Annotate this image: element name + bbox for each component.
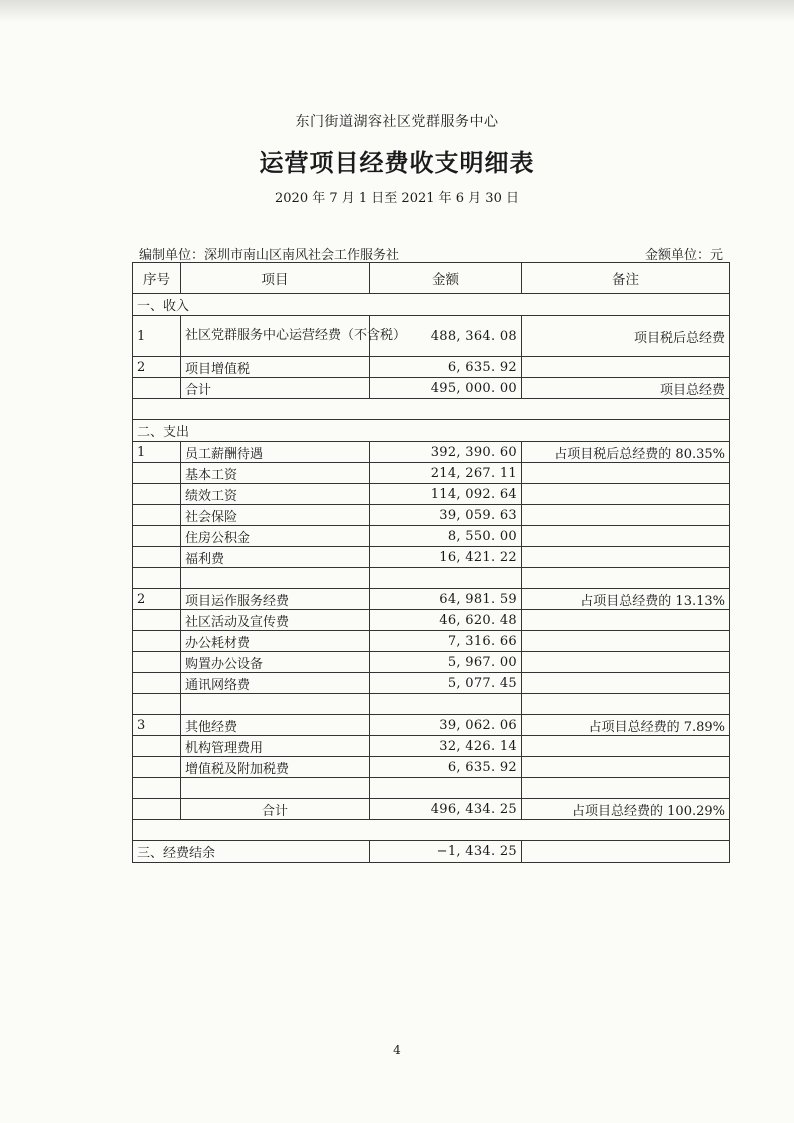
table-row xyxy=(133,652,730,673)
row-no xyxy=(133,484,181,505)
balance-row xyxy=(133,841,730,863)
row-remark xyxy=(522,357,730,378)
blank-row xyxy=(133,820,730,841)
row-remark xyxy=(522,526,730,547)
scan-edge-shadow xyxy=(0,0,794,22)
row-amount: 7, 316. 66 xyxy=(370,631,522,652)
row-item: 住房公积金 xyxy=(181,526,370,547)
table-row xyxy=(133,316,730,357)
row-item: 社会保险 xyxy=(181,505,370,526)
table-row xyxy=(133,589,730,610)
expense-table xyxy=(132,262,730,863)
row-item: 社区党群服务中心运营经费（不含税） xyxy=(181,316,370,357)
row-no: 2 xyxy=(133,589,181,610)
table-row xyxy=(133,736,730,757)
row-amount: 495, 000. 00 xyxy=(370,378,522,399)
blank-row xyxy=(133,568,730,589)
row-remark xyxy=(522,610,730,631)
row-amount: 6, 635. 92 xyxy=(370,757,522,778)
table-header-row xyxy=(133,263,730,294)
col-header-item: 项目 xyxy=(181,263,370,294)
row-item: 项目运作服务经费 xyxy=(181,589,370,610)
blank-cell xyxy=(370,568,522,589)
row-item: 福利费 xyxy=(181,547,370,568)
row-item: 合计 xyxy=(181,378,370,399)
table-row xyxy=(133,463,730,484)
page-number: 4 xyxy=(393,1043,401,1057)
section-row-expense xyxy=(133,420,730,442)
row-amount: 114, 092. 64 xyxy=(370,484,522,505)
row-amount: 64, 981. 59 xyxy=(370,589,522,610)
row-no xyxy=(133,736,181,757)
row-item: 基本工资 xyxy=(181,463,370,484)
blank-cell xyxy=(133,820,730,841)
blank-cell xyxy=(370,694,522,715)
unit-line xyxy=(139,244,723,262)
row-item: 通讯网络费 xyxy=(181,673,370,694)
row-remark: 占项目总经费的 13.13% xyxy=(522,589,730,610)
row-no xyxy=(133,631,181,652)
table-row xyxy=(133,715,730,736)
row-remark xyxy=(522,652,730,673)
row-item: 员工薪酬待遇 xyxy=(181,442,370,463)
table-row xyxy=(133,484,730,505)
blank-cell xyxy=(181,568,370,589)
row-no xyxy=(133,673,181,694)
row-item: 办公耗材费 xyxy=(181,631,370,652)
col-header-amount: 金额 xyxy=(370,263,522,294)
blank-cell xyxy=(522,568,730,589)
balance-amount: −1, 434. 25 xyxy=(370,841,522,863)
row-remark xyxy=(522,841,730,863)
blank-cell xyxy=(522,778,730,799)
row-no xyxy=(133,652,181,673)
section-row-income xyxy=(133,294,730,316)
row-no: 1 xyxy=(133,442,181,463)
row-remark xyxy=(522,547,730,568)
row-item: 合计 xyxy=(181,799,370,820)
blank-cell xyxy=(133,778,181,799)
row-no xyxy=(133,757,181,778)
row-no xyxy=(133,610,181,631)
table-row xyxy=(133,357,730,378)
row-remark: 项目总经费 xyxy=(522,378,730,399)
row-amount: 392, 390. 60 xyxy=(370,442,522,463)
row-no xyxy=(133,799,181,820)
table-row xyxy=(133,547,730,568)
row-remark xyxy=(522,631,730,652)
blank-cell xyxy=(133,568,181,589)
row-amount: 16, 421. 22 xyxy=(370,547,522,568)
compiling-unit: 编制单位：深圳市南山区南风社会工作服务社 xyxy=(139,248,400,263)
blank-cell xyxy=(370,778,522,799)
table-row xyxy=(133,631,730,652)
row-item: 项目增值税 xyxy=(181,357,370,378)
row-item: 购置办公设备 xyxy=(181,652,370,673)
row-remark xyxy=(522,484,730,505)
blank-row xyxy=(133,694,730,715)
row-remark: 占项目总经费的 100.29% xyxy=(522,799,730,820)
date-range: 2020 年 7 月 1 日至 2021 年 6 月 30 日 xyxy=(275,191,519,206)
row-amount: 214, 267. 11 xyxy=(370,463,522,484)
organization-name: 东门街道湖容社区党群服务中心 xyxy=(295,114,499,130)
row-amount: 39, 062. 06 xyxy=(370,715,522,736)
income-total-row xyxy=(133,378,730,399)
row-remark: 项目税后总经费 xyxy=(522,316,730,357)
expense-total-row xyxy=(133,799,730,820)
row-remark xyxy=(522,757,730,778)
row-amount: 46, 620. 48 xyxy=(370,610,522,631)
col-header-remark: 备注 xyxy=(522,263,730,294)
row-amount: 5, 077. 45 xyxy=(370,673,522,694)
blank-cell xyxy=(181,778,370,799)
table-row xyxy=(133,757,730,778)
table-row xyxy=(133,505,730,526)
row-amount: 32, 426. 14 xyxy=(370,736,522,757)
row-no xyxy=(133,505,181,526)
row-item: 社区活动及宣传费 xyxy=(181,610,370,631)
row-no xyxy=(133,463,181,484)
blank-row xyxy=(133,399,730,420)
blank-cell xyxy=(133,694,181,715)
document-title: 运营项目经费收支明细表 xyxy=(259,148,535,177)
row-no: 2 xyxy=(133,357,181,378)
row-amount: 488, 364. 08 xyxy=(370,316,522,357)
blank-cell xyxy=(133,399,730,420)
col-header-no: 序号 xyxy=(133,263,181,294)
blank-cell xyxy=(522,694,730,715)
row-remark: 占项目总经费的 7.89% xyxy=(522,715,730,736)
row-amount: 5, 967. 00 xyxy=(370,652,522,673)
table-row xyxy=(133,526,730,547)
row-remark: 占项目税后总经费的 80.35% xyxy=(522,442,730,463)
table-row xyxy=(133,442,730,463)
row-no: 1 xyxy=(133,316,181,357)
row-item: 其他经费 xyxy=(181,715,370,736)
row-remark xyxy=(522,673,730,694)
row-no xyxy=(133,378,181,399)
table-row xyxy=(133,610,730,631)
row-no xyxy=(133,526,181,547)
row-amount: 496, 434. 25 xyxy=(370,799,522,820)
section-label: 三、经费结余 xyxy=(133,841,370,863)
blank-cell xyxy=(181,694,370,715)
row-item: 绩效工资 xyxy=(181,484,370,505)
row-no xyxy=(133,547,181,568)
row-no: 3 xyxy=(133,715,181,736)
currency-unit: 金额单位：元 xyxy=(644,248,723,263)
row-amount: 39, 059. 63 xyxy=(370,505,522,526)
row-amount: 6, 635. 92 xyxy=(370,357,522,378)
row-item: 增值税及附加税费 xyxy=(181,757,370,778)
table-row xyxy=(133,673,730,694)
row-remark xyxy=(522,463,730,484)
row-remark xyxy=(522,736,730,757)
row-item: 机构管理费用 xyxy=(181,736,370,757)
row-remark xyxy=(522,505,730,526)
blank-row xyxy=(133,778,730,799)
section-label: 一、收入 xyxy=(133,294,730,316)
section-label: 二、支出 xyxy=(133,420,730,442)
row-amount: 8, 550. 00 xyxy=(370,526,522,547)
